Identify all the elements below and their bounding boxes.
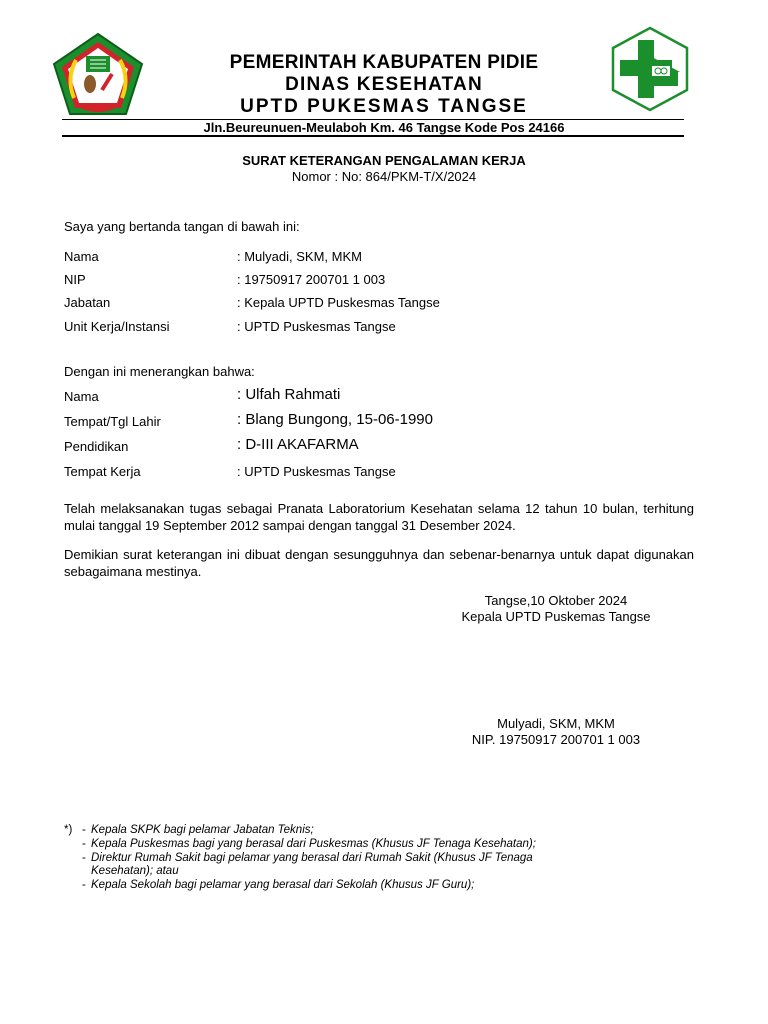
footnote-item: Kepala Puskesmas bagi yang berasal dari Puskesmas (Khusus JF Tenaga Kesehatan);	[91, 838, 536, 850]
signer-position-label: Jabatan	[64, 295, 111, 310]
footnote-marker: *)	[64, 824, 73, 836]
signer-nip-value: : 19750917 200701 1 003	[237, 272, 386, 287]
letterhead-government: PEMERINTAH KABUPATEN PIDIE	[229, 52, 539, 73]
body-paragraph-closing: Demikian surat keterangan ini dibuat dengan sesungguhnya dan sebenar-benarnya untuk dapat digunakan sebagaimana mestinya.	[64, 547, 694, 579]
intro-text: Saya yang bertanda tangan di bawah ini:	[64, 219, 300, 234]
footnote-item: Kepala SKPK bagi pelamar Jabatan Teknis;	[91, 824, 314, 836]
letterhead-unit: UPTD PUKESMAS TANGSE	[240, 96, 528, 117]
subject-birth-label: Tempat/Tgl Lahir	[64, 414, 161, 429]
signature-position: Kepala UPTD Puskemas Tangse	[461, 609, 651, 624]
subject-education-value: : D-III AKAFARMA	[237, 436, 359, 453]
footnote-item-continuation: Kesehatan); atau	[91, 865, 179, 877]
subject-workplace-value: : UPTD Puskesmas Tangse	[237, 464, 396, 479]
signer-position-value: : Kepala UPTD Puskesmas Tangse	[237, 295, 440, 310]
letterhead-department: DINAS KESEHATAN	[285, 74, 483, 95]
signer-unit-value: : UPTD Puskesmas Tangse	[237, 319, 396, 334]
subject-birth-value: : Blang Bungong, 15-06-1990	[237, 411, 433, 428]
signature-name: Mulyadi, SKM, MKM	[497, 716, 615, 731]
letterhead-rule-bottom	[62, 135, 684, 137]
statement-text: Dengan ini menerangkan bahwa:	[64, 364, 255, 379]
footnote-item: Direktur Rumah Sakit bagi pelamar yang berasal dari Rumah Sakit (Khusus JF Tenaga	[91, 852, 533, 864]
signer-unit-label: Unit Kerja/Instansi	[64, 319, 170, 334]
signer-name-value: : Mulyadi, SKM, MKM	[237, 249, 362, 264]
footnote-dash: -	[82, 838, 86, 850]
signer-nip-label: NIP	[64, 272, 86, 287]
signature-place-date: Tangse,10 Oktober 2024	[484, 593, 628, 608]
document-title: SURAT KETERANGAN PENGALAMAN KERJA	[242, 153, 526, 168]
signer-name-label: Nama	[64, 249, 99, 264]
footnote-dash: -	[82, 879, 86, 891]
subject-name-label: Nama	[64, 389, 99, 404]
subject-workplace-label: Tempat Kerja	[64, 464, 141, 479]
left-logo-banner-text: PIDIE	[91, 95, 105, 101]
subject-education-label: Pendidikan	[64, 439, 129, 454]
document-number: Nomor : No: 864/PKM-T/X/2024	[291, 169, 477, 184]
footnote-item: Kepala Sekolah bagi pelamar yang berasal dari Sekolah (Khusus JF Guru);	[91, 879, 475, 891]
footnote-dash: -	[82, 852, 86, 864]
footnote-dash: -	[82, 824, 86, 836]
subject-name-value: : Ulfah Rahmati	[237, 386, 341, 403]
signature-nip: NIP. 19750917 200701 1 003	[471, 732, 641, 747]
letterhead-address: Jln.Beureunuen-Meulaboh Km. 46 Tangse Kode Pos 24166	[203, 120, 565, 135]
body-paragraph-service: Telah melaksanakan tugas sebagai Pranata Laboratorium Kesehatan selama 12 tahun 10 bulan, terhitung mulai tanggal 19 September 2012 sampai dengan tanggal 31 Desember 2024.	[64, 501, 694, 533]
